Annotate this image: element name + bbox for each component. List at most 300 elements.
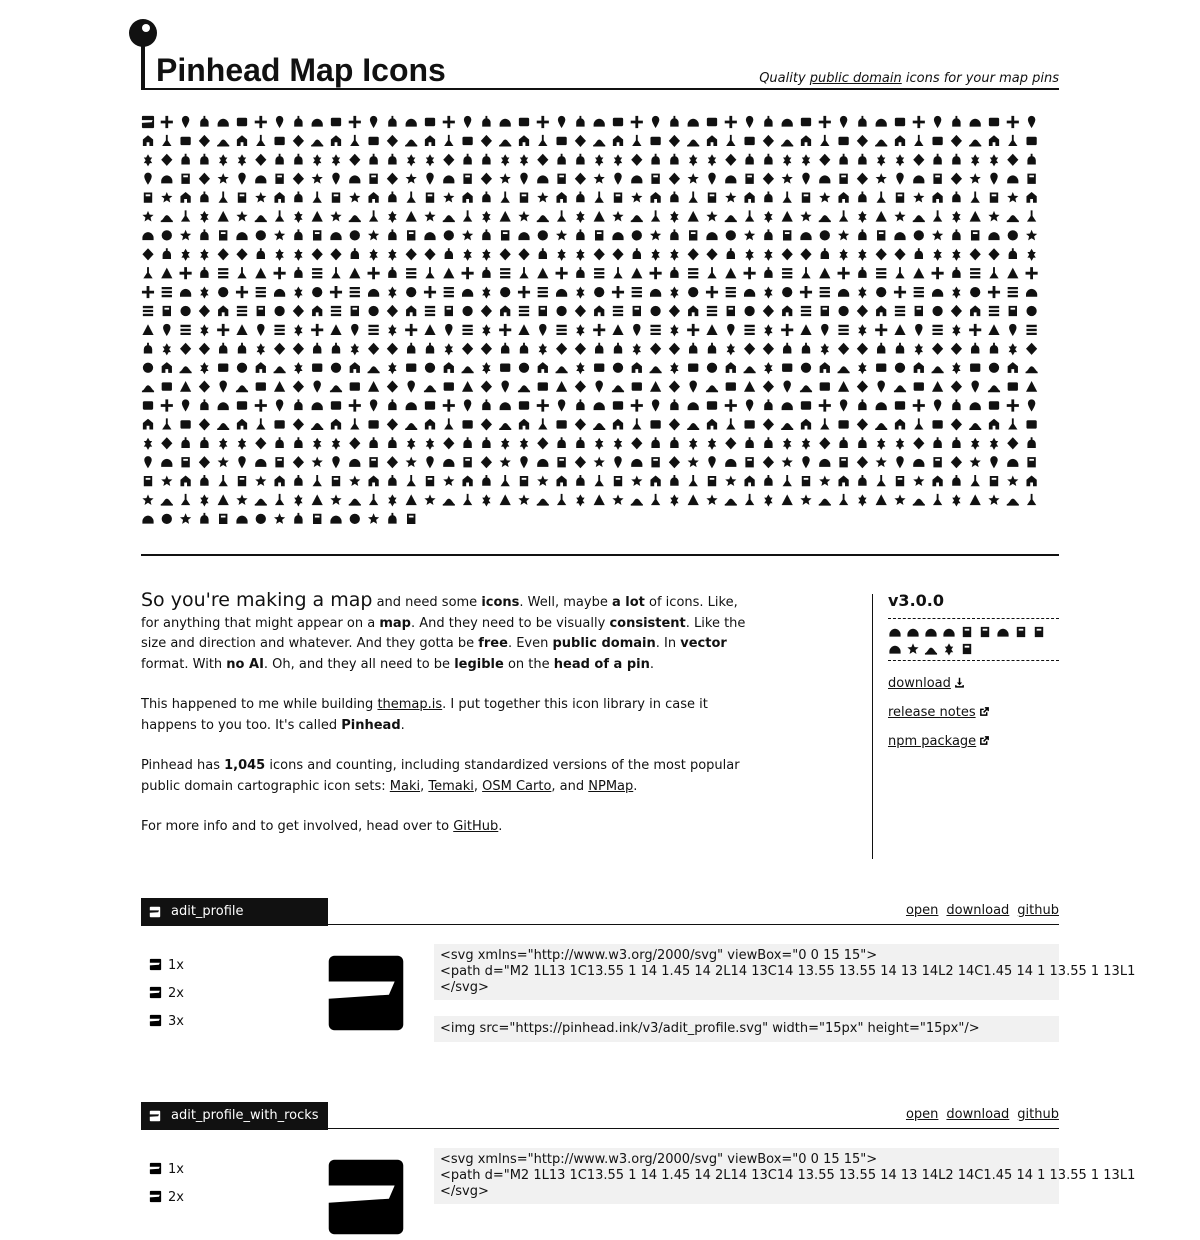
map-icon-glyph[interactable]	[312, 364, 322, 372]
map-icon-glyph[interactable]	[500, 287, 510, 297]
new-icon-preview-icon[interactable]	[978, 625, 992, 639]
map-icon-glyph[interactable]	[445, 343, 453, 355]
map-icon-glyph[interactable]	[426, 154, 434, 166]
map-icon-glyph[interactable]	[313, 154, 321, 166]
map-icon-glyph[interactable]	[406, 119, 417, 127]
map-icon-glyph[interactable]	[462, 289, 473, 297]
map-icon-glyph[interactable]	[219, 154, 227, 166]
map-icon-glyph[interactable]	[312, 402, 323, 410]
map-icon-glyph[interactable]	[896, 476, 904, 486]
map-icon-glyph[interactable]	[764, 475, 772, 486]
map-icon-glyph[interactable]	[1026, 137, 1036, 145]
map-icon-glyph[interactable]	[576, 192, 584, 203]
map-icon-glyph[interactable]	[424, 324, 435, 335]
map-icon-glyph[interactable]	[913, 175, 924, 183]
map-icon-glyph[interactable]	[387, 173, 398, 185]
map-icon-glyph[interactable]	[331, 118, 341, 126]
map-icon-glyph[interactable]	[708, 154, 716, 166]
map-icon-glyph[interactable]	[820, 135, 829, 146]
map-icon-glyph[interactable]	[894, 324, 905, 335]
map-icon-glyph[interactable]	[330, 385, 342, 392]
map-icon-glyph[interactable]	[182, 399, 189, 411]
map-icon-glyph[interactable]	[256, 287, 266, 297]
map-icon-glyph[interactable]	[933, 437, 941, 448]
map-icon-glyph[interactable]	[838, 366, 850, 373]
map-icon-glyph[interactable]	[913, 499, 925, 506]
map-icon-glyph[interactable]	[388, 229, 396, 240]
map-icon-glyph[interactable]	[537, 268, 548, 279]
map-icon-glyph[interactable]	[894, 248, 905, 260]
map-icon-glyph[interactable]	[952, 211, 960, 223]
map-icon-glyph[interactable]	[351, 248, 359, 259]
map-icon-glyph[interactable]	[763, 456, 774, 468]
map-icon-glyph[interactable]	[405, 423, 417, 430]
map-icon-glyph[interactable]	[612, 385, 624, 392]
map-icon-glyph[interactable]	[405, 324, 417, 336]
map-icon-glyph[interactable]	[1007, 437, 1018, 449]
map-icon-glyph[interactable]	[989, 363, 999, 373]
map-icon-glyph[interactable]	[932, 420, 942, 428]
map-icon-glyph[interactable]	[388, 287, 396, 299]
map-icon-glyph[interactable]	[294, 192, 302, 203]
pinhead-logo-icon[interactable]	[128, 18, 158, 90]
map-icon-glyph[interactable]	[482, 192, 490, 203]
map-icon-glyph[interactable]	[387, 135, 398, 147]
map-icon-glyph[interactable]	[670, 211, 678, 223]
map-icon-glyph[interactable]	[443, 459, 454, 467]
map-icon-glyph[interactable]	[294, 324, 302, 336]
map-icon-glyph[interactable]	[689, 343, 697, 354]
map-icon-glyph[interactable]	[425, 419, 435, 430]
map-icon-glyph[interactable]	[915, 248, 923, 259]
map-icon-glyph[interactable]	[988, 248, 999, 260]
map-icon-glyph[interactable]	[500, 268, 510, 278]
map-icon-glyph[interactable]	[1027, 249, 1035, 261]
map-icon-glyph[interactable]	[819, 499, 831, 506]
map-icon-glyph[interactable]	[161, 215, 173, 222]
map-icon-glyph[interactable]	[350, 287, 360, 297]
map-icon-glyph[interactable]	[857, 135, 868, 147]
map-icon-glyph[interactable]	[670, 249, 678, 261]
map-icon-glyph[interactable]	[332, 343, 340, 354]
map-icon-glyph[interactable]	[218, 119, 229, 127]
map-icon-glyph[interactable]	[443, 499, 455, 506]
map-icon-glyph[interactable]	[989, 419, 999, 430]
map-icon-glyph[interactable]	[575, 173, 586, 185]
map-icon-glyph[interactable]	[407, 438, 415, 450]
map-icon-glyph[interactable]	[518, 286, 530, 298]
map-icon-glyph[interactable]	[895, 267, 904, 278]
map-icon-glyph[interactable]	[839, 174, 847, 184]
map-icon-glyph[interactable]	[651, 249, 659, 261]
map-icon-glyph[interactable]	[970, 364, 980, 372]
map-icon-glyph[interactable]	[707, 306, 717, 316]
map-icon-glyph[interactable]	[425, 363, 435, 373]
map-icon-glyph[interactable]	[801, 363, 811, 373]
map-icon-glyph[interactable]	[538, 230, 548, 240]
map-icon-glyph[interactable]	[783, 192, 792, 203]
map-icon-glyph[interactable]	[388, 362, 396, 374]
map-icon-glyph[interactable]	[349, 192, 360, 203]
map-icon-glyph[interactable]	[990, 456, 997, 468]
map-icon-glyph[interactable]	[537, 175, 548, 183]
map-icon-glyph[interactable]	[200, 399, 208, 410]
map-icon-glyph[interactable]	[368, 289, 379, 297]
map-icon-glyph[interactable]	[161, 437, 172, 449]
map-icon-glyph[interactable]	[689, 154, 697, 166]
map-icon-glyph[interactable]	[913, 459, 924, 467]
download-link[interactable]	[888, 675, 1059, 692]
map-icon-glyph[interactable]	[444, 230, 454, 240]
map-icon-glyph[interactable]	[670, 494, 678, 506]
map-icon-glyph[interactable]	[875, 140, 887, 147]
map-icon-glyph[interactable]	[481, 135, 492, 147]
map-icon-glyph[interactable]	[744, 267, 756, 279]
map-icon-glyph[interactable]	[500, 173, 511, 184]
map-icon-glyph[interactable]	[406, 305, 416, 316]
map-icon-glyph[interactable]	[368, 476, 378, 487]
map-icon-glyph[interactable]	[236, 248, 247, 260]
map-icon-glyph[interactable]	[821, 343, 829, 355]
map-icon-glyph[interactable]	[537, 476, 548, 487]
map-icon-glyph[interactable]	[707, 401, 717, 409]
map-icon-glyph[interactable]	[161, 175, 172, 183]
map-icon-glyph[interactable]	[858, 249, 866, 261]
map-icon-glyph[interactable]	[238, 192, 246, 202]
map-icon-glyph[interactable]	[425, 306, 435, 316]
map-icon-glyph[interactable]	[330, 232, 341, 240]
map-icon-glyph[interactable]	[802, 476, 810, 486]
map-icon-glyph[interactable]	[387, 343, 398, 355]
map-icon-glyph[interactable]	[538, 135, 547, 146]
map-icon-glyph[interactable]	[876, 494, 887, 505]
map-icon-glyph[interactable]	[708, 476, 716, 486]
map-icon-glyph[interactable]	[426, 192, 434, 202]
map-icon-glyph[interactable]	[520, 456, 527, 468]
map-icon-glyph[interactable]	[539, 306, 547, 316]
new-icon-preview-icon[interactable]	[906, 625, 920, 639]
map-icon-glyph[interactable]	[970, 268, 980, 278]
map-icon-glyph[interactable]	[180, 343, 191, 355]
map-icon-glyph[interactable]	[142, 286, 154, 298]
map-icon-glyph[interactable]	[556, 343, 567, 355]
map-icon-glyph[interactable]	[990, 476, 998, 486]
map-icon-glyph[interactable]	[256, 362, 266, 373]
map-icon-glyph[interactable]	[407, 154, 415, 166]
map-icon-glyph[interactable]	[858, 267, 866, 278]
map-icon-glyph[interactable]	[576, 362, 584, 374]
map-icon-glyph[interactable]	[971, 438, 979, 450]
map-icon-glyph[interactable]	[838, 230, 849, 241]
map-icon-glyph[interactable]	[632, 287, 642, 297]
map-icon-glyph[interactable]	[821, 324, 828, 336]
map-icon-glyph[interactable]	[764, 116, 772, 127]
map-icon-glyph[interactable]	[631, 499, 643, 506]
map-icon-glyph[interactable]	[858, 211, 866, 223]
map-icon-glyph[interactable]	[200, 513, 208, 524]
map-icon-glyph[interactable]	[462, 325, 472, 335]
map-icon-glyph[interactable]	[576, 229, 584, 240]
map-icon-glyph[interactable]	[387, 381, 398, 393]
map-icon-glyph[interactable]	[688, 364, 698, 372]
map-icon-glyph[interactable]	[706, 494, 717, 505]
map-icon-glyph[interactable]	[256, 514, 266, 524]
map-icon-glyph[interactable]	[218, 364, 228, 372]
map-icon-glyph[interactable]	[650, 230, 661, 241]
map-icon-glyph[interactable]	[745, 494, 754, 505]
map-icon-glyph[interactable]	[933, 210, 942, 221]
map-icon-glyph[interactable]	[256, 382, 266, 390]
map-icon-glyph[interactable]	[650, 267, 662, 279]
map-icon-glyph[interactable]	[951, 135, 962, 147]
map-icon-glyph[interactable]	[255, 399, 267, 411]
map-icon-glyph[interactable]	[275, 210, 284, 221]
map-icon-glyph[interactable]	[218, 305, 228, 316]
map-icon-glyph[interactable]	[368, 343, 379, 355]
map-icon-glyph[interactable]	[200, 437, 208, 448]
map-icon-glyph[interactable]	[631, 154, 642, 166]
map-icon-glyph[interactable]	[255, 499, 267, 506]
map-icon-glyph[interactable]	[294, 437, 302, 448]
map-icon-glyph[interactable]	[388, 154, 396, 165]
map-icon-glyph[interactable]	[519, 135, 529, 146]
map-icon-glyph[interactable]	[482, 116, 490, 127]
map-icon-glyph[interactable]	[801, 135, 811, 146]
map-icon-glyph[interactable]	[218, 287, 228, 297]
map-icon-glyph[interactable]	[745, 174, 753, 184]
map-icon-glyph[interactable]	[594, 248, 605, 260]
map-icon-glyph[interactable]	[764, 192, 772, 203]
map-icon-glyph[interactable]	[293, 381, 304, 393]
map-icon-glyph[interactable]	[274, 366, 286, 373]
new-icon-preview-icon[interactable]	[924, 625, 938, 639]
map-icon-glyph[interactable]	[727, 306, 735, 316]
map-icon-glyph[interactable]	[349, 154, 360, 166]
map-icon-glyph[interactable]	[275, 494, 284, 505]
map-icon-glyph[interactable]	[349, 116, 361, 128]
map-icon-glyph[interactable]	[445, 324, 452, 336]
map-icon-glyph[interactable]	[1028, 116, 1035, 128]
map-icon-glyph[interactable]	[1007, 215, 1019, 222]
map-icon-glyph[interactable]	[612, 494, 623, 505]
map-icon-glyph[interactable]	[556, 267, 568, 279]
map-icon-glyph[interactable]	[575, 343, 586, 355]
map-icon-glyph[interactable]	[745, 457, 753, 467]
map-icon-glyph[interactable]	[725, 215, 737, 222]
map-icon-glyph[interactable]	[519, 306, 529, 316]
map-icon-glyph[interactable]	[368, 381, 379, 392]
map-icon-glyph[interactable]	[745, 249, 753, 261]
map-icon-glyph[interactable]	[161, 154, 172, 166]
map-icon-glyph[interactable]	[293, 135, 304, 147]
map-icon-glyph[interactable]	[443, 175, 454, 183]
map-icon-glyph[interactable]	[255, 476, 266, 487]
map-icon-glyph[interactable]	[368, 192, 378, 203]
map-icon-glyph[interactable]	[894, 286, 906, 298]
map-icon-glyph[interactable]	[576, 116, 584, 127]
map-icon-glyph[interactable]	[238, 476, 246, 486]
map-icon-glyph[interactable]	[951, 381, 962, 393]
map-icon-glyph[interactable]	[858, 362, 866, 374]
map-icon-glyph[interactable]	[556, 192, 566, 203]
map-icon-glyph[interactable]	[444, 418, 453, 429]
map-icon-glyph[interactable]	[370, 399, 377, 411]
map-icon-glyph[interactable]	[275, 249, 283, 261]
map-icon-glyph[interactable]	[782, 173, 793, 184]
map-icon-glyph[interactable]	[236, 324, 247, 335]
map-icon-glyph[interactable]	[819, 268, 830, 279]
map-icon-glyph[interactable]	[877, 343, 885, 354]
map-icon-glyph[interactable]	[745, 154, 753, 165]
map-icon-glyph[interactable]	[614, 173, 621, 185]
map-icon-glyph[interactable]	[970, 287, 980, 297]
map-icon-glyph[interactable]	[500, 305, 510, 316]
map-icon-glyph[interactable]	[142, 324, 153, 335]
map-icon-glyph[interactable]	[613, 306, 623, 316]
map-icon-glyph[interactable]	[426, 438, 434, 450]
map-icon-glyph[interactable]	[388, 399, 396, 410]
map-icon-glyph[interactable]	[594, 173, 605, 184]
map-icon-glyph[interactable]	[1007, 459, 1018, 467]
map-icon-glyph[interactable]	[971, 192, 980, 203]
map-icon-glyph[interactable]	[595, 343, 603, 354]
map-icon-glyph[interactable]	[802, 154, 810, 166]
map-icon-glyph[interactable]	[876, 211, 887, 222]
map-icon-glyph[interactable]	[782, 305, 792, 316]
map-icon-glyph[interactable]	[1027, 210, 1036, 221]
map-icon-glyph[interactable]	[180, 192, 190, 203]
map-icon-glyph[interactable]	[369, 174, 377, 184]
github-link[interactable]: github	[1017, 1107, 1059, 1122]
map-icon-glyph[interactable]	[331, 419, 341, 430]
new-icon-preview-icon[interactable]	[960, 625, 974, 639]
map-icon-glyph[interactable]	[255, 215, 267, 222]
map-icon-glyph[interactable]	[669, 418, 680, 430]
map-icon-glyph[interactable]	[143, 419, 153, 430]
map-icon-glyph[interactable]	[651, 174, 659, 184]
map-icon-glyph[interactable]	[238, 456, 245, 468]
map-icon-glyph[interactable]	[688, 119, 699, 127]
map-icon-glyph[interactable]	[312, 211, 323, 222]
map-icon-glyph[interactable]	[368, 325, 378, 335]
map-icon-glyph[interactable]	[876, 364, 886, 372]
map-icon-glyph[interactable]	[143, 135, 153, 146]
map-icon-glyph[interactable]	[819, 215, 831, 222]
map-icon-glyph[interactable]	[631, 437, 642, 449]
map-icon-glyph[interactable]	[520, 192, 528, 202]
map-icon-glyph[interactable]	[913, 154, 924, 166]
map-icon-glyph[interactable]	[274, 420, 284, 428]
map-icon-glyph[interactable]	[932, 325, 942, 335]
map-icon-glyph[interactable]	[236, 232, 247, 240]
map-icon-glyph[interactable]	[576, 475, 584, 486]
map-icon-glyph[interactable]	[894, 494, 905, 505]
map-icon-glyph[interactable]	[613, 135, 623, 146]
map-icon-glyph[interactable]	[576, 437, 584, 448]
map-icon-glyph[interactable]	[180, 289, 191, 297]
map-icon-glyph[interactable]	[708, 438, 716, 450]
map-icon-glyph[interactable]	[670, 267, 678, 278]
map-icon-glyph[interactable]	[876, 119, 887, 127]
map-icon-glyph[interactable]	[970, 173, 981, 184]
map-icon-glyph[interactable]	[237, 118, 247, 126]
map-icon-glyph[interactable]	[444, 382, 454, 390]
map-icon-glyph[interactable]	[576, 399, 584, 410]
map-icon-glyph[interactable]	[669, 456, 680, 468]
map-icon-glyph[interactable]	[838, 192, 848, 203]
map-icon-glyph[interactable]	[518, 232, 529, 240]
map-icon-glyph[interactable]	[199, 381, 210, 393]
map-icon-glyph[interactable]	[331, 401, 341, 409]
map-icon-glyph[interactable]	[670, 229, 678, 240]
map-icon-glyph[interactable]	[651, 457, 659, 467]
map-icon-glyph[interactable]	[1009, 306, 1017, 316]
map-icon-glyph[interactable]	[650, 137, 660, 145]
map-icon-glyph[interactable]	[199, 305, 210, 317]
map-icon-glyph[interactable]	[820, 287, 830, 297]
map-icon-glyph[interactable]	[688, 494, 699, 505]
map-icon-glyph[interactable]	[257, 306, 265, 316]
map-icon-glyph[interactable]	[331, 363, 341, 373]
map-icon-glyph[interactable]	[199, 343, 210, 355]
map-icon-glyph[interactable]	[633, 343, 641, 355]
map-icon-glyph[interactable]	[689, 381, 696, 393]
map-icon-glyph[interactable]	[558, 399, 565, 411]
map-icon-glyph[interactable]	[276, 116, 283, 128]
map-icon-glyph[interactable]	[595, 154, 603, 166]
map-icon-glyph[interactable]	[482, 324, 490, 336]
map-icon-glyph[interactable]	[764, 324, 772, 336]
svg-code-block[interactable]	[434, 944, 1136, 1000]
map-icon-glyph[interactable]	[200, 116, 208, 127]
map-icon-glyph[interactable]	[800, 385, 812, 392]
map-icon-glyph[interactable]	[1008, 382, 1018, 390]
map-icon-glyph[interactable]	[200, 494, 208, 506]
map-icon-glyph[interactable]	[481, 173, 492, 185]
map-icon-glyph[interactable]	[576, 324, 584, 336]
map-icon-glyph[interactable]	[519, 401, 529, 409]
themap-link[interactable]: themap.is	[377, 697, 443, 712]
map-icon-glyph[interactable]	[633, 324, 640, 336]
map-icon-glyph[interactable]	[594, 287, 604, 297]
map-icon-glyph[interactable]	[819, 459, 830, 467]
map-icon-glyph[interactable]	[708, 343, 716, 354]
map-icon-glyph[interactable]	[820, 418, 829, 429]
map-icon-glyph[interactable]	[687, 324, 699, 336]
map-icon-glyph[interactable]	[857, 381, 868, 393]
map-icon-glyph[interactable]	[144, 456, 151, 468]
map-icon-glyph[interactable]	[708, 456, 715, 468]
map-icon-glyph[interactable]	[763, 418, 774, 430]
map-icon-glyph[interactable]	[802, 343, 810, 354]
github-link[interactable]: GitHub	[453, 819, 499, 834]
map-icon-glyph[interactable]	[895, 401, 905, 409]
map-icon-glyph[interactable]	[631, 215, 643, 222]
map-icon-glyph[interactable]	[915, 343, 923, 355]
map-icon-glyph[interactable]	[388, 324, 396, 336]
map-icon-glyph[interactable]	[407, 514, 415, 524]
map-icon-glyph[interactable]	[557, 457, 565, 467]
map-icon-glyph[interactable]	[764, 362, 772, 374]
map-icon-glyph[interactable]	[463, 154, 471, 165]
svg-code-block[interactable]	[434, 1148, 1136, 1204]
map-icon-glyph[interactable]	[294, 362, 302, 374]
map-icon-glyph[interactable]	[783, 381, 790, 393]
release-notes-link[interactable]	[888, 704, 1059, 721]
map-icon-glyph[interactable]	[707, 363, 717, 373]
map-icon-glyph[interactable]	[744, 325, 754, 335]
map-icon-glyph[interactable]	[970, 494, 981, 505]
